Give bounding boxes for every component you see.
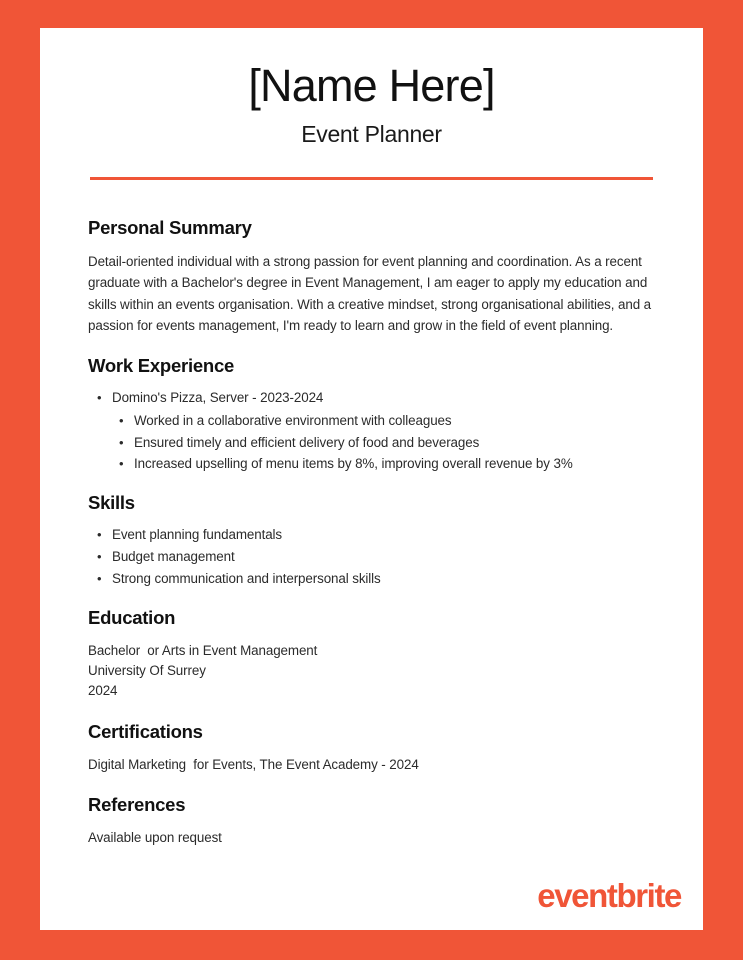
section-heading-work-experience: Work Experience (88, 355, 235, 376)
resume-body (40, 216, 703, 849)
resume-card (40, 28, 703, 930)
list-item: • Increased upselling of menu items by 8%, improving overall revenue by 3% (112, 454, 657, 475)
references-statement: Available upon request (88, 830, 222, 846)
work-entry-details-list (112, 411, 657, 475)
education-lines (88, 641, 657, 702)
work-experience-list (88, 388, 657, 475)
work-entry-title: Domino's Pizza, Server - 2023-2024 (112, 390, 324, 406)
certifications-lines (88, 755, 657, 775)
education-year: 2024 (88, 683, 118, 699)
section-work-experience (88, 354, 657, 475)
section-education (88, 606, 657, 702)
certification-entry: Digital Marketing for Events, The Event Academy - 2024 (88, 756, 419, 772)
candidate-name: [Name Here] (248, 60, 495, 111)
personal-summary-text: Detail-oriented individual with a strong passion for event planning and coordination. As a recent graduate with a Bachelor's degree in Event Management, I am eager to apply my education and skills within an events organisation. With a creative mindset, strong organisational abilities, and a passion for events management, I'm ready to learn and grow in the field of event planning. (88, 254, 652, 333)
section-heading-skills: Skills (88, 492, 135, 514)
list-item: • Worked in a collaborative environment with colleagues (112, 411, 657, 432)
list-item (88, 388, 657, 475)
header-divider (90, 177, 653, 180)
section-references (88, 793, 657, 849)
resume-header (40, 28, 703, 180)
education-degree: Bachelor or Arts in Event Management (88, 642, 318, 658)
eventbrite-logo: eventbrite (537, 877, 681, 914)
skills-list (88, 525, 657, 589)
section-heading-certifications: Certifications (88, 720, 203, 742)
section-certifications (88, 720, 657, 776)
list-item: • Ensured timely and efficient delivery of food and beverages (112, 433, 657, 454)
section-skills (88, 491, 657, 589)
list-item: • Event planning fundamentals (88, 525, 657, 546)
section-heading-personal-summary: Personal Summary (88, 217, 252, 239)
section-heading-education: Education (88, 606, 176, 628)
candidate-role: Event Planner (301, 120, 442, 147)
list-item: • Strong communication and interpersonal skills (88, 569, 657, 590)
section-personal-summary (88, 216, 657, 336)
brand-footer (537, 879, 681, 912)
section-heading-references: References (88, 794, 186, 816)
education-institution: University Of Surrey (88, 663, 206, 679)
references-lines (88, 828, 657, 848)
list-item: • Budget management (88, 547, 657, 568)
